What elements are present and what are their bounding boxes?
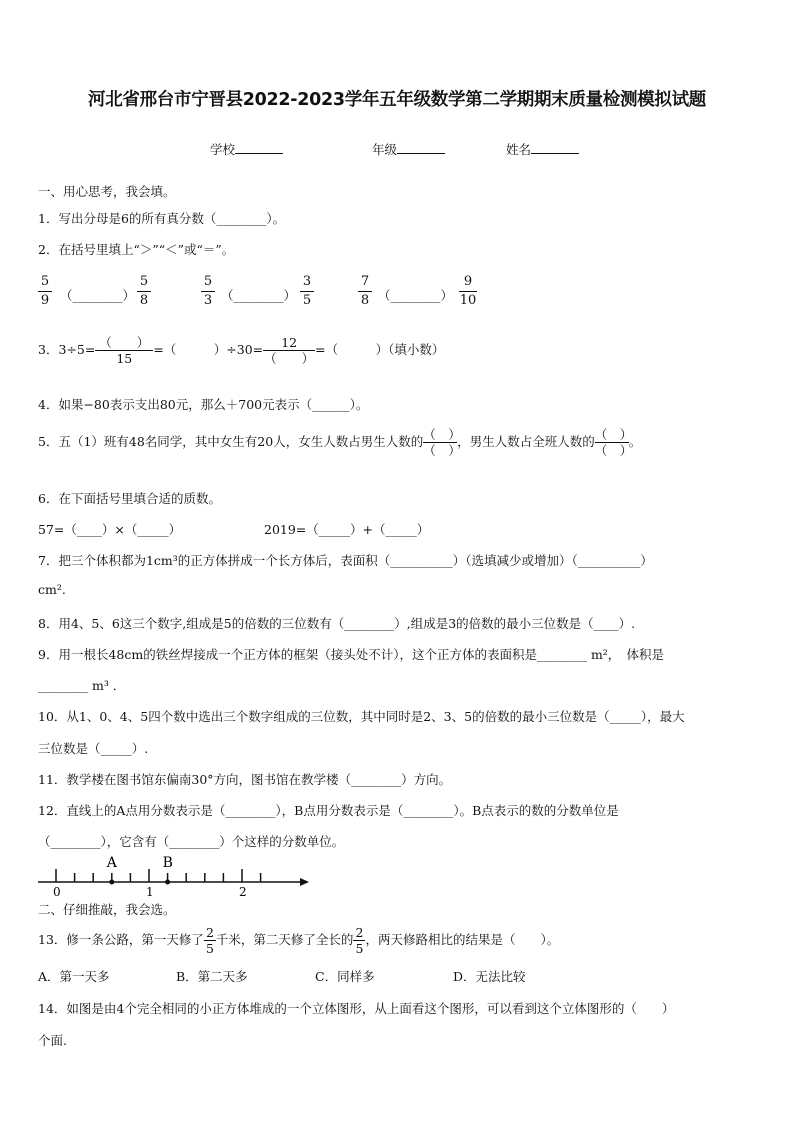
fraction: 3 5 <box>300 275 314 308</box>
question-6-left: 57=（____）×（_____） <box>38 522 182 537</box>
grade-label: 年级 <box>372 142 398 157</box>
question-5: 5．五（1）班有48名同学，其中女生有20人，女生人数占男生人数的 （ ） （ ） ，男生人数占全班人数的 （ ） （ ） 。 <box>38 427 642 458</box>
fraction: 5 9 <box>38 275 52 308</box>
question-8: 8．用4、5、6这三个数字,组成是5的倍数的三位数有（________）,组成是3的倍数的最小三位数是（____）. <box>38 616 636 631</box>
number-line-group <box>38 869 309 899</box>
section-2-heading: 二、仔细推敲，我会选。 <box>38 902 176 917</box>
option-d[interactable]: D．无法比较 <box>453 969 526 984</box>
question-6-right: 2019=（_____）+（_____） <box>264 522 430 537</box>
question-10: 10．从1、0、4、5四个数中选出三个数字组成的三位数，其中同时是2、3、5的倍数的最小三位数是（_____），最大 <box>38 709 685 724</box>
question-2: 2．在括号里填上“＞”“＜”或“＝”。 <box>38 242 235 257</box>
question-6: 6．在下面括号里填合适的质数。 <box>38 491 221 506</box>
school-field <box>210 140 283 158</box>
fraction: 9 10 <box>459 274 477 308</box>
question-4: 4．如果−80表示支出80元，那么＋700元表示（______）。 <box>38 397 369 412</box>
point-a-label: A <box>106 855 117 871</box>
fraction: $\frac{2}{5}$ <box>204 926 216 955</box>
page-title: 河北省邢台市宁晋县2022-2023学年五年级数学第二学期期末质量检测模拟试题 <box>88 90 706 110</box>
question-3: 3．3÷5= （ ） 15 =（ ）÷30= 12 （ ） =（ ）（填小数） <box>38 335 445 366</box>
question-12: 12．直线上的A点用分数表示是（________），B点用分数表示是（________）。B点表示的数的分数单位是 <box>38 803 619 818</box>
question-7: 7．把三个体积都为1cm³的正方体拼成一个长方体后，表面积（__________）（选填减少或增加）（__________） <box>38 553 653 568</box>
question-11: 11．教学楼在图书馆东偏南30°方向，图书馆在教学楼（________）方向。 <box>38 772 452 787</box>
option-c[interactable]: C．同样多 <box>315 969 375 984</box>
option-a[interactable]: A．第一天多 <box>38 969 110 984</box>
fraction: 5 3 <box>201 275 215 308</box>
question-9: 9．用一根长48cm的铁丝焊接成一个正方体的框架（接头处不计），这个正方体的表面积是________ m²， 体积是 <box>38 647 665 662</box>
question-12-cont: （________），它含有（________）个这样的分数单位。 <box>38 834 345 849</box>
fraction-blank[interactable]: （ ） 15 <box>95 336 153 365</box>
fraction: 5 8 <box>137 275 151 308</box>
compare-blank[interactable]: （________） <box>378 288 454 303</box>
axis-arrow <box>300 878 309 886</box>
point-b-label: B <box>162 855 173 871</box>
school-blank[interactable] <box>235 140 283 154</box>
option-b[interactable]: B．第二天多 <box>176 969 248 984</box>
school-label: 学校 <box>210 142 236 157</box>
point-b <box>165 880 170 885</box>
compare-blank[interactable]: （________） <box>221 288 297 303</box>
fraction: 7 8 <box>358 275 372 308</box>
question-13: 13．修一条公路，第一天修了 $\frac{2}{5}$ 千米，第二天修了全长的 $\frac{2}{5}$ ，两天修路相比的结果是（ ）。 <box>38 925 560 956</box>
tick-label: 1 <box>146 885 154 899</box>
question-7-cont: cm². <box>38 582 66 597</box>
question-14: 14．如图是由4个完全相同的小正方体堆成的一个立体图形，从上面看这个图形，可以看到这个立体图形的（ ） <box>38 1001 675 1016</box>
question-9-cont: ________ m³ ． <box>38 678 126 693</box>
grade-field <box>372 140 445 158</box>
grade-blank[interactable] <box>397 140 445 154</box>
point-a <box>109 880 114 885</box>
compare-blank[interactable]: （________） <box>60 288 136 303</box>
fraction-blank[interactable]: （ ） （ ） <box>423 427 461 458</box>
fraction-blank[interactable]: 12 （ ） <box>264 335 315 366</box>
tick-label: 0 <box>53 885 61 899</box>
fraction: $\frac{2}{5}$ <box>353 926 365 955</box>
question-1: 1．写出分母是6的所有真分数（________）。 <box>38 211 286 226</box>
fraction-blank[interactable]: （ ） （ ） <box>594 427 633 458</box>
question-10-cont: 三位数是（_____）. <box>38 741 149 756</box>
name-field <box>506 140 579 158</box>
name-label: 姓名 <box>506 142 532 157</box>
tick-label: 2 <box>239 885 247 899</box>
name-blank[interactable] <box>531 140 579 154</box>
question-14-cont: 个面. <box>38 1033 67 1048</box>
section-1-heading: 一、用心思考，我会填。 <box>38 184 176 199</box>
